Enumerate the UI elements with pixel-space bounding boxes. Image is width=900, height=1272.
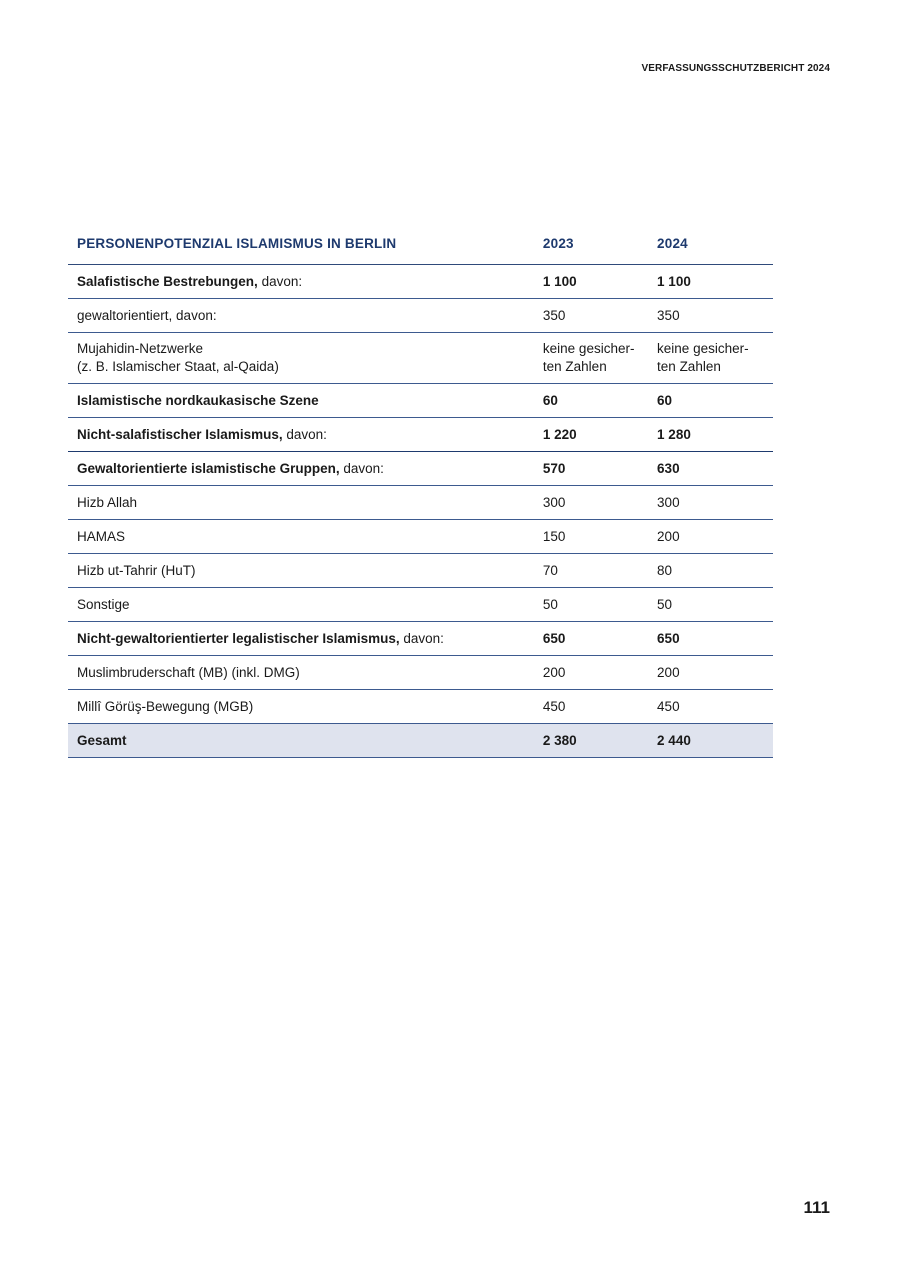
table-row <box>68 520 773 554</box>
value-2023: 350 <box>534 299 648 333</box>
value-2024: 630 <box>648 452 773 486</box>
column-header-2024: 2024 <box>648 222 773 265</box>
value-2023: 1 220 <box>534 418 648 452</box>
value-2024: 1 280 <box>648 418 773 452</box>
row-label: Hizb Allah <box>68 486 534 520</box>
table-row <box>68 554 773 588</box>
value-2023: 200 <box>534 656 648 690</box>
row-label: HAMAS <box>68 520 534 554</box>
value-2024: 350 <box>648 299 773 333</box>
value-2024: 60 <box>648 384 773 418</box>
row-label: Nicht-salafistischer Islamismus, davon: <box>68 418 534 452</box>
value-2024: 2 440 <box>648 724 773 758</box>
value-2023: 2 380 <box>534 724 648 758</box>
personenpotenzial-table <box>68 222 773 758</box>
value-2024: 300 <box>648 486 773 520</box>
value-2023: 60 <box>534 384 648 418</box>
value-2024: 50 <box>648 588 773 622</box>
row-label: Nicht-gewaltorientierter legalistischer Islamismus, davon: <box>68 622 534 656</box>
column-header-2023: 2023 <box>534 222 648 265</box>
row-label: Salafistische Bestrebungen, davon: <box>68 265 534 299</box>
value-2024: 80 <box>648 554 773 588</box>
total-row <box>68 724 773 758</box>
page-number: 111 <box>803 1198 830 1217</box>
table-row <box>68 588 773 622</box>
table-row <box>68 333 773 384</box>
value-2024: 200 <box>648 656 773 690</box>
value-2023: 300 <box>534 486 648 520</box>
value-2024: 450 <box>648 690 773 724</box>
running-header: VERFASSUNGSSCHUTZBERICHT 2024 <box>641 63 830 74</box>
table-row <box>68 486 773 520</box>
row-label: Hizb ut-Tahrir (HuT) <box>68 554 534 588</box>
row-label: Gewaltorientierte islamistische Gruppen, davon: <box>68 452 534 486</box>
value-2024: keine gesicher- ten Zahlen <box>648 333 773 384</box>
row-label: Islamistische nordkaukasische Szene <box>68 384 534 418</box>
value-2023: keine gesicher- ten Zahlen <box>534 333 648 384</box>
value-2023: 650 <box>534 622 648 656</box>
row-label: Sonstige <box>68 588 534 622</box>
table-row <box>68 384 773 418</box>
value-2024: 1 100 <box>648 265 773 299</box>
table-row <box>68 418 773 452</box>
table-row <box>68 656 773 690</box>
value-2023: 70 <box>534 554 648 588</box>
value-2024: 200 <box>648 520 773 554</box>
table-header-row <box>68 222 773 265</box>
table-row <box>68 452 773 486</box>
column-header-title: PERSONENPOTENZIAL ISLAMISMUS IN BERLIN <box>68 222 534 265</box>
row-label: Gesamt <box>68 724 534 758</box>
table-row <box>68 622 773 656</box>
row-label: Mujahidin-Netzwerke (z. B. Islamischer Staat, al-Qaida) <box>68 333 534 384</box>
value-2023: 1 100 <box>534 265 648 299</box>
row-label: Millî Görüş-Bewegung (MGB) <box>68 690 534 724</box>
table-row <box>68 690 773 724</box>
value-2023: 570 <box>534 452 648 486</box>
table-row <box>68 299 773 333</box>
row-label: Muslimbruderschaft (MB) (inkl. DMG) <box>68 656 534 690</box>
value-2023: 150 <box>534 520 648 554</box>
value-2023: 50 <box>534 588 648 622</box>
value-2023: 450 <box>534 690 648 724</box>
table-row <box>68 265 773 299</box>
value-2024: 650 <box>648 622 773 656</box>
row-label: gewaltorientiert, davon: <box>68 299 534 333</box>
